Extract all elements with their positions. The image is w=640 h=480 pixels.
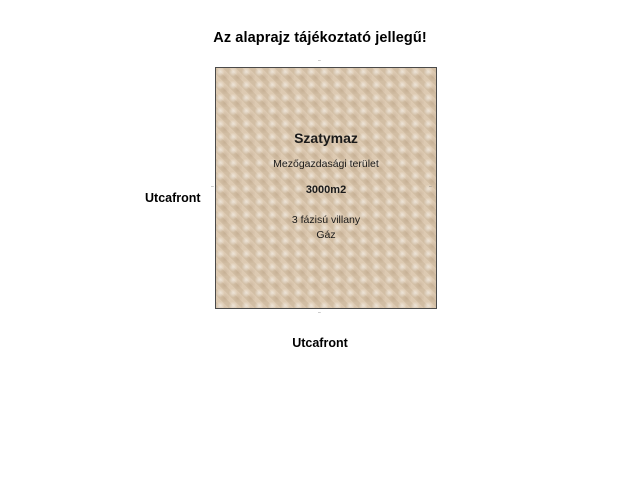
dimension-left: – xyxy=(211,184,214,190)
plot-utility-power: 3 fázisú villany xyxy=(291,214,361,226)
plot-location-name: Szatymaz xyxy=(294,130,358,146)
dimension-right: – xyxy=(429,184,432,190)
page-title: Az alaprajz tájékoztató jellegű! xyxy=(213,30,427,46)
dimension-bottom: – xyxy=(318,310,321,316)
left-street-label: Utcafront xyxy=(145,191,201,205)
dimension-top: – xyxy=(318,58,321,64)
plot-rectangle xyxy=(215,67,437,309)
bottom-street-label: Utcafront xyxy=(292,336,348,350)
plot-utility-gas: Gáz xyxy=(316,229,336,241)
plot-type-label: Mezőgazdasági terület xyxy=(273,158,379,170)
plot-info-block xyxy=(216,68,436,308)
plot-area-value: 3000m2 xyxy=(305,184,347,196)
